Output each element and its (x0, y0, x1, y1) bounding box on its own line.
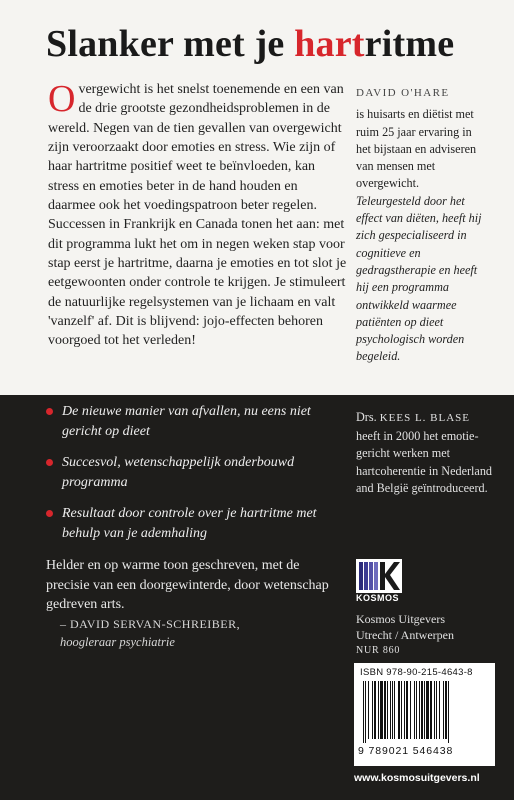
author-name: DAVID O'HARE (356, 87, 450, 99)
barcode-bar (365, 681, 366, 743)
logo-wordmark: KOSMOS (356, 593, 400, 603)
barcode-bar (445, 681, 447, 739)
publisher-name: Kosmos Uitgevers (356, 612, 445, 626)
barcode-bar (424, 681, 425, 739)
barcode-bar (439, 681, 440, 739)
barcode-bar (392, 681, 393, 739)
barcode-bar (419, 681, 420, 739)
publisher-info (356, 611, 496, 659)
bullet-dot-icon (46, 459, 53, 466)
author-bio-upright: is huisarts en diëtist met ruim 25 jaar ervaring in het bijstaan en adviseren van mensen met overgewicht. (356, 107, 477, 191)
barcode-bar (410, 681, 411, 739)
feature-text: Resultaat door controle over je hartritme met behulp van je ademhaling (62, 506, 317, 541)
barcode-digits: 9 789021 546438 (358, 745, 454, 757)
barcode-bar (374, 681, 376, 739)
barcode-bar (398, 681, 400, 739)
barcode-bar (436, 681, 437, 739)
intro-blurb (48, 80, 348, 351)
coauthor-bio (356, 409, 496, 498)
barcode-bar (416, 681, 417, 739)
barcode-bar (390, 681, 391, 739)
author-bio-italic: Teleurgesteld door het effect van diëten, heeft hij zich gespecialiseerd in cognitieve en gedragstherapie en heeft hij een programma ontwikkeld waarmee patiënten op dieet psychologisch worden begeleid. (356, 193, 482, 364)
feature-list (46, 402, 346, 555)
coauthor-bio-text: heeft in 2000 het emotie-gericht werken met hartcoherentie in Nederland and België geïntroduceerd. (356, 428, 493, 495)
barcode-bar (384, 681, 386, 739)
barcode-bar (448, 681, 449, 743)
coauthor-prefix: Drs. (356, 410, 377, 424)
barcode-bar (378, 681, 379, 739)
isbn-label: ISBN 978-90-215-4643-8 (360, 667, 473, 678)
barcode-bar (394, 681, 395, 739)
barcode-icon (360, 681, 489, 743)
barcode-bar (430, 681, 432, 739)
endorser-name: – DAVID SERVAN-SCHREIBER, (60, 617, 241, 631)
intro-text: vergewicht is het snelst toenemende en een van de drie grootste gezondheidsproblemen in de wereld. Negen van de tien gevallen van overgewicht zijn veroorzaakt door emoties en stress. Wie zijn of haar hartritme positief weet te beïnvloeden, kan stress en emoties beter in de hand houden en daarmee ook het voedingspatroon beter regelen. Successen in Frankrijk en Canada tonen het aan: met dit programma lukt het om in negen weken stap voor stap eerst je hartritme, daarna je emoties en tot slot je eetgewoonten onder controle te krijgen. Je stimuleert de natuurlijke regelsystemen van je lichaam en valt 'vanzelf' af. Dit is blijvend: jojo-effecten behoren voorgoed tot het verleden! (48, 82, 347, 349)
isbn-barcode (354, 663, 495, 766)
publisher-website: www.kosmosuitgevers.nl (354, 772, 480, 784)
barcode-bar (434, 681, 435, 739)
feature-text: Succesvol, wetenschappelijk onderbouwd programma (62, 455, 295, 490)
barcode-bar (406, 681, 408, 739)
endorser-role: hoogleraar psychiatrie (60, 635, 175, 649)
feature-item (46, 453, 346, 493)
bullet-dot-icon (46, 510, 53, 517)
barcode-bar (368, 681, 369, 739)
barcode-bar (363, 681, 364, 743)
barcode-bar (372, 681, 373, 739)
title-start: Slanker met je (46, 23, 295, 65)
barcode-bar (404, 681, 405, 739)
drop-cap: O (48, 78, 76, 120)
coauthor-name: KEES L. BLASE (379, 412, 471, 424)
feature-text: De nieuwe manier van afvallen, nu eens niet gericht op dieet (62, 404, 311, 439)
book-title (46, 22, 486, 66)
barcode-bar (414, 681, 415, 739)
nur-code: NUR 860 (356, 645, 401, 656)
title-end: ritme (364, 23, 455, 65)
barcode-bar (443, 681, 444, 739)
endorsement-attribution (60, 615, 350, 651)
feature-item (46, 402, 346, 442)
barcode-bar (421, 681, 423, 739)
publisher-location: Utrecht / Antwerpen (356, 628, 454, 642)
bullet-dot-icon (46, 408, 53, 415)
barcode-bar (380, 681, 383, 739)
author-bio (356, 85, 486, 366)
kosmos-logo-icon (356, 559, 402, 593)
barcode-bar (401, 681, 402, 739)
title-accent: hart (294, 23, 365, 65)
barcode-bar (387, 681, 388, 739)
barcode-bar (426, 681, 429, 739)
feature-item (46, 504, 346, 544)
endorsement-quote: Helder en op warme toon geschreven, met de precisie van een doorgewinterde, door wetenschap gedreven arts. (46, 558, 329, 612)
